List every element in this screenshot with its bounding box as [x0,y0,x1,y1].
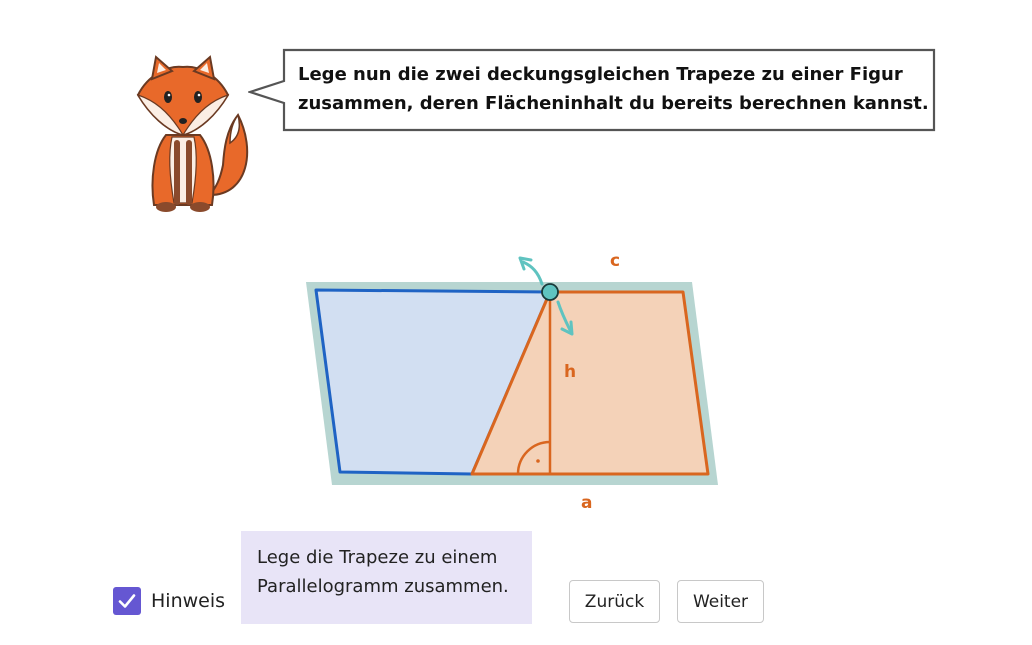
hint-box [241,531,532,624]
hint-checkbox-label[interactable]: Hinweis [151,590,226,612]
rotate-arrow-icon[interactable] [523,262,542,284]
back-button[interactable]: Zurück [569,580,660,623]
hint-toggle[interactable] [113,587,225,615]
hint-text-line-1: Lege die Trapeze zu einem [257,547,498,568]
instruction-line-2: zusammen, deren Flächeninhalt du bereits berechnen kannst. [298,93,929,114]
label-h: h [564,362,577,382]
instruction-text [298,60,932,118]
instruction-line-1: Lege nun die zwei deckungsgleichen Trapeze zu einer Figur [298,64,903,85]
label-a: a [581,493,593,513]
hint-checkbox[interactable] [113,587,141,615]
label-c: c [610,251,621,271]
fox-mascot-icon [128,55,258,220]
check-icon [117,591,137,611]
rotate-handle[interactable] [542,284,558,300]
trapezoid-figure [0,240,1032,530]
next-button[interactable]: Weiter [677,580,764,623]
hint-text-line-2: Parallelogramm zusammen. [257,576,509,597]
